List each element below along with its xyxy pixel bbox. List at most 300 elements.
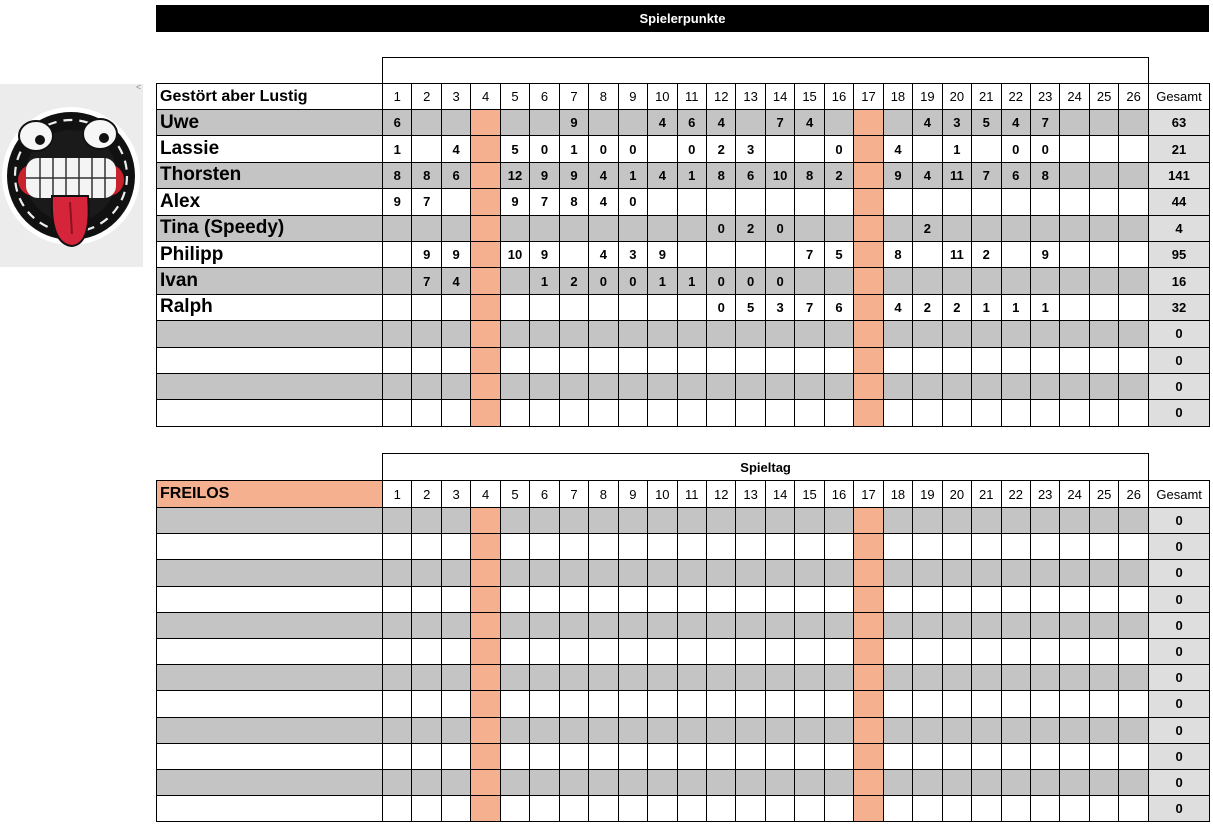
score-cell[interactable] <box>706 321 735 347</box>
score-cell[interactable]: 0 <box>706 268 735 294</box>
score-cell[interactable] <box>736 400 765 426</box>
score-cell[interactable] <box>854 400 883 426</box>
score-cell[interactable] <box>972 189 1001 215</box>
score-cell[interactable] <box>589 373 618 399</box>
score-cell[interactable] <box>530 586 559 612</box>
score-cell[interactable] <box>383 321 412 347</box>
score-cell[interactable] <box>883 717 912 743</box>
score-cell[interactable] <box>500 586 529 612</box>
score-cell[interactable] <box>412 691 441 717</box>
score-cell[interactable] <box>530 743 559 769</box>
score-cell[interactable]: 0 <box>736 268 765 294</box>
score-cell[interactable] <box>589 665 618 691</box>
score-cell[interactable] <box>1089 691 1118 717</box>
score-cell[interactable] <box>854 110 883 136</box>
player-name[interactable] <box>157 347 383 373</box>
score-cell[interactable] <box>471 638 500 664</box>
player-name[interactable] <box>157 665 383 691</box>
score-cell[interactable] <box>1060 373 1089 399</box>
score-cell[interactable]: 5 <box>736 294 765 320</box>
score-cell[interactable] <box>765 796 794 822</box>
score-cell[interactable] <box>383 534 412 560</box>
score-cell[interactable] <box>383 268 412 294</box>
score-cell[interactable] <box>530 612 559 638</box>
score-cell[interactable] <box>677 241 706 267</box>
score-cell[interactable] <box>618 294 647 320</box>
score-cell[interactable] <box>736 796 765 822</box>
score-cell[interactable] <box>589 717 618 743</box>
score-cell[interactable] <box>648 665 677 691</box>
score-cell[interactable] <box>500 717 529 743</box>
score-cell[interactable] <box>942 347 971 373</box>
score-cell[interactable] <box>530 347 559 373</box>
score-cell[interactable] <box>1001 373 1030 399</box>
score-cell[interactable] <box>500 665 529 691</box>
score-cell[interactable] <box>471 189 500 215</box>
score-cell[interactable] <box>736 586 765 612</box>
score-cell[interactable] <box>530 534 559 560</box>
score-cell[interactable] <box>942 743 971 769</box>
score-cell[interactable] <box>1089 508 1118 534</box>
score-cell[interactable] <box>1030 215 1059 241</box>
score-cell[interactable] <box>412 534 441 560</box>
score-cell[interactable] <box>942 638 971 664</box>
score-cell[interactable]: 9 <box>441 241 470 267</box>
score-cell[interactable]: 4 <box>589 189 618 215</box>
score-cell[interactable] <box>648 189 677 215</box>
score-cell[interactable]: 0 <box>765 215 794 241</box>
score-cell[interactable] <box>1089 162 1118 188</box>
score-cell[interactable]: 11 <box>942 241 971 267</box>
score-cell[interactable] <box>648 638 677 664</box>
score-cell[interactable] <box>854 586 883 612</box>
score-cell[interactable] <box>530 717 559 743</box>
score-cell[interactable] <box>972 586 1001 612</box>
score-cell[interactable] <box>500 400 529 426</box>
score-cell[interactable] <box>383 743 412 769</box>
score-cell[interactable]: 9 <box>559 110 588 136</box>
player-name[interactable]: Alex <box>157 189 383 215</box>
score-cell[interactable]: 3 <box>618 241 647 267</box>
score-cell[interactable]: 8 <box>412 162 441 188</box>
score-cell[interactable] <box>1001 268 1030 294</box>
score-cell[interactable] <box>383 691 412 717</box>
score-cell[interactable] <box>412 796 441 822</box>
score-cell[interactable] <box>677 508 706 534</box>
score-cell[interactable] <box>883 373 912 399</box>
score-cell[interactable]: 6 <box>824 294 853 320</box>
score-cell[interactable]: 0 <box>618 268 647 294</box>
score-cell[interactable]: 2 <box>559 268 588 294</box>
score-cell[interactable] <box>854 665 883 691</box>
score-cell[interactable] <box>559 638 588 664</box>
score-cell[interactable] <box>824 638 853 664</box>
score-cell[interactable] <box>942 691 971 717</box>
score-cell[interactable] <box>471 215 500 241</box>
score-cell[interactable] <box>441 560 470 586</box>
score-cell[interactable] <box>1001 586 1030 612</box>
score-cell[interactable] <box>795 691 824 717</box>
score-cell[interactable] <box>589 110 618 136</box>
score-cell[interactable] <box>883 586 912 612</box>
score-cell[interactable] <box>706 241 735 267</box>
score-cell[interactable] <box>854 268 883 294</box>
score-cell[interactable] <box>412 400 441 426</box>
score-cell[interactable] <box>1089 268 1118 294</box>
score-cell[interactable] <box>706 508 735 534</box>
score-cell[interactable] <box>677 189 706 215</box>
score-cell[interactable] <box>706 612 735 638</box>
score-cell[interactable] <box>471 717 500 743</box>
score-cell[interactable]: 7 <box>972 162 1001 188</box>
score-cell[interactable] <box>441 294 470 320</box>
score-cell[interactable]: 9 <box>559 162 588 188</box>
score-cell[interactable] <box>854 241 883 267</box>
score-cell[interactable] <box>1119 586 1149 612</box>
score-cell[interactable] <box>471 691 500 717</box>
score-cell[interactable] <box>559 665 588 691</box>
score-cell[interactable]: 1 <box>559 136 588 162</box>
score-cell[interactable] <box>913 347 942 373</box>
score-cell[interactable] <box>677 665 706 691</box>
score-cell[interactable] <box>412 347 441 373</box>
score-cell[interactable] <box>618 638 647 664</box>
score-cell[interactable]: 6 <box>677 110 706 136</box>
score-cell[interactable] <box>677 400 706 426</box>
score-cell[interactable] <box>1119 110 1149 136</box>
score-cell[interactable]: 9 <box>500 189 529 215</box>
score-cell[interactable] <box>854 717 883 743</box>
score-cell[interactable] <box>1060 691 1089 717</box>
score-cell[interactable] <box>530 373 559 399</box>
score-cell[interactable] <box>913 268 942 294</box>
score-cell[interactable] <box>500 691 529 717</box>
score-cell[interactable] <box>412 612 441 638</box>
score-cell[interactable] <box>589 294 618 320</box>
score-cell[interactable] <box>824 796 853 822</box>
score-cell[interactable] <box>854 508 883 534</box>
score-cell[interactable] <box>1119 294 1149 320</box>
score-cell[interactable] <box>854 347 883 373</box>
score-cell[interactable] <box>589 560 618 586</box>
score-cell[interactable] <box>559 400 588 426</box>
score-cell[interactable] <box>1089 294 1118 320</box>
score-cell[interactable] <box>589 400 618 426</box>
score-cell[interactable] <box>765 373 794 399</box>
score-cell[interactable] <box>795 321 824 347</box>
score-cell[interactable] <box>736 321 765 347</box>
score-cell[interactable] <box>883 215 912 241</box>
score-cell[interactable] <box>1089 586 1118 612</box>
score-cell[interactable] <box>1030 400 1059 426</box>
score-cell[interactable] <box>648 321 677 347</box>
score-cell[interactable]: 0 <box>1001 136 1030 162</box>
score-cell[interactable] <box>1001 665 1030 691</box>
score-cell[interactable] <box>618 321 647 347</box>
score-cell[interactable] <box>1030 560 1059 586</box>
score-cell[interactable] <box>913 508 942 534</box>
score-cell[interactable] <box>1030 743 1059 769</box>
score-cell[interactable] <box>913 665 942 691</box>
score-cell[interactable] <box>1119 769 1149 795</box>
score-cell[interactable] <box>677 612 706 638</box>
score-cell[interactable] <box>589 796 618 822</box>
score-cell[interactable] <box>854 294 883 320</box>
score-cell[interactable]: 5 <box>972 110 1001 136</box>
score-cell[interactable] <box>677 534 706 560</box>
score-cell[interactable] <box>530 294 559 320</box>
score-cell[interactable] <box>1001 321 1030 347</box>
score-cell[interactable] <box>706 665 735 691</box>
score-cell[interactable]: 8 <box>1030 162 1059 188</box>
score-cell[interactable] <box>942 189 971 215</box>
score-cell[interactable] <box>736 347 765 373</box>
score-cell[interactable] <box>854 638 883 664</box>
score-cell[interactable]: 1 <box>618 162 647 188</box>
score-cell[interactable]: 5 <box>500 136 529 162</box>
score-cell[interactable]: 6 <box>383 110 412 136</box>
score-cell[interactable] <box>441 534 470 560</box>
score-cell[interactable] <box>618 743 647 769</box>
score-cell[interactable] <box>1030 347 1059 373</box>
score-cell[interactable] <box>1119 400 1149 426</box>
score-cell[interactable] <box>1001 508 1030 534</box>
score-cell[interactable]: 0 <box>618 136 647 162</box>
score-cell[interactable] <box>1119 612 1149 638</box>
player-name[interactable] <box>157 638 383 664</box>
score-cell[interactable] <box>972 796 1001 822</box>
score-cell[interactable] <box>1089 321 1118 347</box>
score-cell[interactable] <box>1089 400 1118 426</box>
score-cell[interactable] <box>1030 638 1059 664</box>
score-cell[interactable] <box>383 215 412 241</box>
score-cell[interactable] <box>942 665 971 691</box>
score-cell[interactable] <box>736 717 765 743</box>
score-cell[interactable] <box>1060 294 1089 320</box>
score-cell[interactable]: 4 <box>648 162 677 188</box>
score-cell[interactable] <box>883 560 912 586</box>
score-cell[interactable] <box>824 769 853 795</box>
score-cell[interactable] <box>1119 373 1149 399</box>
score-cell[interactable] <box>1089 612 1118 638</box>
score-cell[interactable]: 5 <box>824 241 853 267</box>
score-cell[interactable] <box>795 215 824 241</box>
score-cell[interactable] <box>706 769 735 795</box>
score-cell[interactable]: 2 <box>824 162 853 188</box>
score-cell[interactable] <box>854 769 883 795</box>
score-cell[interactable] <box>824 560 853 586</box>
score-cell[interactable] <box>972 638 1001 664</box>
score-cell[interactable] <box>1060 347 1089 373</box>
score-cell[interactable] <box>1060 534 1089 560</box>
score-cell[interactable] <box>589 534 618 560</box>
score-cell[interactable] <box>648 400 677 426</box>
score-cell[interactable]: 1 <box>677 162 706 188</box>
score-cell[interactable] <box>1030 189 1059 215</box>
score-cell[interactable] <box>913 321 942 347</box>
score-cell[interactable] <box>736 110 765 136</box>
score-cell[interactable] <box>618 347 647 373</box>
score-cell[interactable] <box>1089 796 1118 822</box>
score-cell[interactable] <box>1001 638 1030 664</box>
score-cell[interactable] <box>559 560 588 586</box>
score-cell[interactable] <box>500 769 529 795</box>
score-cell[interactable]: 2 <box>913 294 942 320</box>
score-cell[interactable]: 4 <box>441 268 470 294</box>
score-cell[interactable] <box>471 321 500 347</box>
score-cell[interactable] <box>559 612 588 638</box>
score-cell[interactable] <box>795 400 824 426</box>
score-cell[interactable] <box>648 796 677 822</box>
score-cell[interactable] <box>559 743 588 769</box>
score-cell[interactable] <box>972 769 1001 795</box>
score-cell[interactable] <box>559 796 588 822</box>
score-cell[interactable] <box>913 136 942 162</box>
score-cell[interactable] <box>706 347 735 373</box>
score-cell[interactable] <box>559 241 588 267</box>
score-cell[interactable] <box>500 743 529 769</box>
score-cell[interactable] <box>765 534 794 560</box>
score-cell[interactable]: 10 <box>765 162 794 188</box>
score-cell[interactable] <box>618 717 647 743</box>
score-cell[interactable]: 4 <box>589 241 618 267</box>
score-cell[interactable]: 1 <box>677 268 706 294</box>
score-cell[interactable] <box>854 560 883 586</box>
score-cell[interactable] <box>795 373 824 399</box>
player-name[interactable]: Ralph <box>157 294 383 320</box>
score-cell[interactable] <box>765 717 794 743</box>
score-cell[interactable] <box>883 796 912 822</box>
score-cell[interactable] <box>589 215 618 241</box>
score-cell[interactable] <box>441 400 470 426</box>
score-cell[interactable] <box>736 508 765 534</box>
score-cell[interactable] <box>942 717 971 743</box>
score-cell[interactable] <box>972 612 1001 638</box>
score-cell[interactable] <box>972 665 1001 691</box>
score-cell[interactable] <box>412 215 441 241</box>
player-name[interactable] <box>157 560 383 586</box>
score-cell[interactable]: 7 <box>412 189 441 215</box>
score-cell[interactable] <box>500 534 529 560</box>
score-cell[interactable] <box>500 796 529 822</box>
score-cell[interactable] <box>412 560 441 586</box>
score-cell[interactable] <box>1001 560 1030 586</box>
score-cell[interactable]: 7 <box>795 241 824 267</box>
score-cell[interactable] <box>795 189 824 215</box>
score-cell[interactable]: 0 <box>530 136 559 162</box>
score-cell[interactable] <box>383 717 412 743</box>
score-cell[interactable] <box>795 136 824 162</box>
player-name[interactable] <box>157 534 383 560</box>
score-cell[interactable] <box>618 400 647 426</box>
score-cell[interactable] <box>618 560 647 586</box>
score-cell[interactable] <box>972 717 1001 743</box>
score-cell[interactable] <box>1030 612 1059 638</box>
score-cell[interactable] <box>824 373 853 399</box>
score-cell[interactable] <box>471 508 500 534</box>
score-cell[interactable] <box>412 638 441 664</box>
score-cell[interactable] <box>854 189 883 215</box>
score-cell[interactable] <box>824 321 853 347</box>
score-cell[interactable] <box>618 612 647 638</box>
score-cell[interactable] <box>824 215 853 241</box>
score-cell[interactable] <box>441 110 470 136</box>
score-cell[interactable] <box>530 665 559 691</box>
score-cell[interactable] <box>1089 717 1118 743</box>
player-name[interactable] <box>157 400 383 426</box>
score-cell[interactable] <box>854 612 883 638</box>
score-cell[interactable]: 7 <box>530 189 559 215</box>
score-cell[interactable] <box>530 769 559 795</box>
score-cell[interactable] <box>913 743 942 769</box>
score-cell[interactable]: 4 <box>589 162 618 188</box>
score-cell[interactable] <box>500 321 529 347</box>
score-cell[interactable] <box>1060 508 1089 534</box>
score-cell[interactable]: 7 <box>412 268 441 294</box>
score-cell[interactable] <box>913 373 942 399</box>
score-cell[interactable] <box>883 268 912 294</box>
score-cell[interactable] <box>648 586 677 612</box>
score-cell[interactable] <box>648 743 677 769</box>
score-cell[interactable] <box>913 534 942 560</box>
score-cell[interactable]: 9 <box>883 162 912 188</box>
score-cell[interactable] <box>942 560 971 586</box>
score-cell[interactable] <box>913 241 942 267</box>
score-cell[interactable] <box>883 612 912 638</box>
score-cell[interactable] <box>412 665 441 691</box>
score-cell[interactable] <box>559 534 588 560</box>
score-cell[interactable] <box>1001 347 1030 373</box>
score-cell[interactable] <box>559 373 588 399</box>
score-cell[interactable]: 0 <box>824 136 853 162</box>
score-cell[interactable] <box>559 321 588 347</box>
score-cell[interactable] <box>1030 321 1059 347</box>
score-cell[interactable]: 7 <box>795 294 824 320</box>
score-cell[interactable] <box>500 294 529 320</box>
score-cell[interactable] <box>824 400 853 426</box>
score-cell[interactable] <box>883 743 912 769</box>
score-cell[interactable] <box>1060 743 1089 769</box>
score-cell[interactable] <box>706 400 735 426</box>
score-cell[interactable] <box>471 769 500 795</box>
score-cell[interactable] <box>441 638 470 664</box>
score-cell[interactable] <box>795 665 824 691</box>
score-cell[interactable]: 1 <box>648 268 677 294</box>
player-name[interactable]: Philipp <box>157 241 383 267</box>
score-cell[interactable] <box>441 373 470 399</box>
score-cell[interactable] <box>913 717 942 743</box>
score-cell[interactable] <box>677 691 706 717</box>
score-cell[interactable]: 1 <box>1030 294 1059 320</box>
score-cell[interactable]: 9 <box>412 241 441 267</box>
score-cell[interactable] <box>795 508 824 534</box>
score-cell[interactable] <box>1060 665 1089 691</box>
score-cell[interactable] <box>972 560 1001 586</box>
score-cell[interactable] <box>648 215 677 241</box>
score-cell[interactable] <box>942 796 971 822</box>
score-cell[interactable] <box>854 136 883 162</box>
score-cell[interactable] <box>795 560 824 586</box>
score-cell[interactable] <box>942 508 971 534</box>
score-cell[interactable] <box>736 560 765 586</box>
player-name[interactable] <box>157 321 383 347</box>
score-cell[interactable] <box>765 347 794 373</box>
score-cell[interactable] <box>530 215 559 241</box>
score-cell[interactable] <box>383 586 412 612</box>
score-cell[interactable] <box>1030 769 1059 795</box>
score-cell[interactable]: 4 <box>648 110 677 136</box>
score-cell[interactable]: 9 <box>383 189 412 215</box>
